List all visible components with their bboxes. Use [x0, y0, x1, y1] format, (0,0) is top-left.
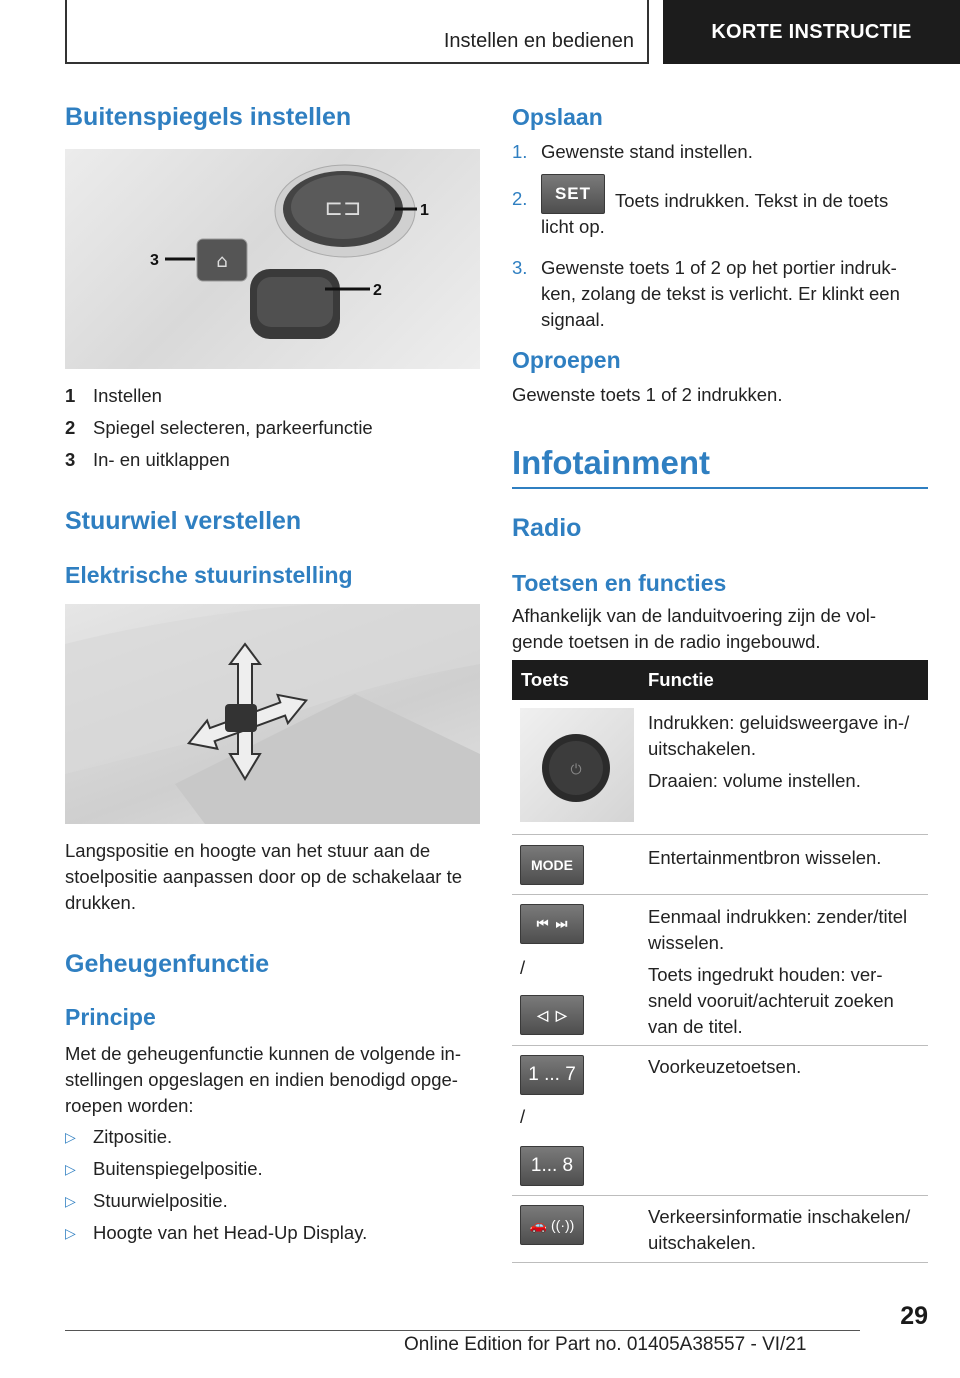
list-item	[65, 1153, 480, 1185]
list-item	[65, 1217, 480, 1249]
legend-text: Instellen	[93, 385, 162, 406]
table-row-divider	[512, 1045, 928, 1046]
memory-bullet-list	[65, 1121, 480, 1249]
text-line: van de titel.	[648, 1016, 743, 1037]
text-line: wisselen.	[648, 932, 725, 953]
text-line: Eenmaal indrukken: zender/titel	[648, 906, 908, 927]
text-line: Langspositie en hoogte van het stuur aan de	[65, 840, 431, 861]
table-row-divider	[512, 1262, 928, 1263]
svg-text:⌂: ⌂	[216, 251, 228, 272]
text-line: uitschakelen.	[648, 1232, 756, 1253]
list-item	[65, 1185, 480, 1217]
legend-num: 1	[65, 385, 76, 406]
mirror-control-illustration	[65, 149, 480, 369]
bullet-text: Hoogte van het Head-Up Display.	[93, 1222, 368, 1243]
text-line: sneld vooruit/achteruit zoeken	[648, 990, 894, 1011]
table-row-divider	[512, 894, 928, 895]
mode-button-icon: MODE	[520, 845, 584, 885]
wheel-heading: Stuurwiel verstellen	[65, 507, 302, 535]
text-line: Verkeersinformatie inschakelen/	[648, 1206, 911, 1227]
save-steps	[512, 139, 928, 333]
text-line: Met de geheugenfunctie kunnen de volgende in-	[65, 1043, 461, 1064]
legend-item	[65, 447, 480, 479]
keys-intro	[512, 603, 928, 655]
text-line: drukken.	[65, 892, 136, 913]
svg-text:⏻: ⏻	[570, 762, 582, 778]
bullet-text: Zitpositie.	[93, 1126, 173, 1147]
col-header-key: Toets	[521, 669, 569, 690]
memory-heading: Geheugenfunctie	[65, 950, 270, 978]
list-item	[65, 1121, 480, 1153]
step-text: Gewenste toets 1 of 2 op het portier indruk-	[541, 257, 897, 278]
text-line: gende toetsen in de radio ingebouwd.	[512, 631, 821, 652]
preset-7-buttons-icon: 1 ... 7	[520, 1055, 584, 1095]
step-item	[512, 174, 928, 252]
bullet-text: Buitenspiegelpositie.	[93, 1158, 263, 1179]
text-line: uitschakelen.	[648, 738, 756, 759]
callout-1: 1	[420, 202, 429, 219]
step-number: 1.	[512, 141, 528, 162]
text-line: stoelpositie aanpassen door op de schakelaar te	[65, 866, 462, 887]
key-separator: /	[520, 957, 526, 978]
row-function: Entertainmentbron wisselen.	[648, 847, 882, 868]
step-body	[541, 174, 888, 252]
triangle-bullet-icon: ▷	[65, 1192, 76, 1209]
row-function	[648, 1204, 930, 1256]
recall-heading: Oproepen	[512, 347, 621, 373]
callout-2: 2	[373, 282, 382, 299]
text-line: stellingen opgeslagen en indien benodigd opge-	[65, 1069, 458, 1090]
steering-adjust-figure	[65, 604, 480, 824]
seek-buttons-icon: ⏮ ⏭	[520, 904, 584, 944]
triangle-bullet-icon: ▷	[65, 1224, 76, 1241]
legend-item	[65, 415, 480, 447]
step-text: Toets indrukken. Tekst in de toets	[615, 190, 889, 211]
legend-item	[65, 383, 480, 415]
infotainment-heading: Infotainment	[512, 444, 710, 481]
legend-text: In- en uitklappen	[93, 449, 230, 470]
mirror-control-figure	[65, 149, 480, 369]
step-number: 2.	[512, 188, 528, 209]
legend-num: 2	[65, 417, 76, 438]
row-function	[648, 710, 930, 794]
volume-knob-icon	[520, 708, 634, 822]
footer-rule	[65, 1330, 860, 1331]
keys-heading: Toetsen en functies	[512, 570, 727, 596]
traffic-info-button-icon: 🚗 ((·))	[520, 1205, 584, 1245]
step-text: licht op.	[541, 216, 605, 237]
set-button-icon: SET	[541, 174, 605, 214]
header-tab[interactable]: KORTE INSTRUCTIE	[663, 0, 960, 64]
header-section-title: Instellen en bedienen	[443, 30, 634, 52]
text-line: Draaien: volume instellen.	[648, 770, 861, 791]
step-text: signaal.	[541, 309, 605, 330]
callout-3: 3	[150, 252, 159, 269]
preset-8-buttons-icon: 1... 8	[520, 1146, 584, 1186]
table-row-divider	[512, 834, 928, 835]
text-line: Indrukken: geluidsweergave in-/	[648, 712, 910, 733]
wheel-subheading: Elektrische stuurinstelling	[65, 562, 353, 588]
recall-text: Gewenste toets 1 of 2 indrukken.	[512, 384, 783, 405]
footer-edition: Online Edition for Part no. 01405A38557 - VI/21	[404, 1334, 807, 1355]
row-function: Voorkeuzetoetsen.	[648, 1056, 802, 1077]
step-item	[512, 255, 928, 333]
principle-text	[65, 1041, 480, 1119]
radio-heading: Radio	[512, 514, 582, 542]
principle-heading: Principe	[65, 1004, 156, 1030]
legend-text: Spiegel selecteren, parkeerfunctie	[93, 417, 373, 438]
col-header-function: Functie	[648, 669, 714, 690]
triangle-bullet-icon: ▷	[65, 1160, 76, 1177]
text-line: Toets ingedrukt houden: ver-	[648, 964, 883, 985]
legend-num: 3	[65, 449, 76, 470]
step-text: Gewenste stand instellen.	[541, 141, 753, 162]
text-line: roepen worden:	[65, 1095, 194, 1116]
table-header	[512, 660, 928, 700]
mirror-legend	[65, 383, 480, 479]
key-separator: /	[520, 1106, 526, 1127]
mirrors-heading: Buitenspiegels instellen	[65, 103, 352, 131]
volume-knob-image	[520, 708, 634, 822]
step-number: 3.	[512, 257, 528, 278]
bullet-text: Stuurwielpositie.	[93, 1190, 228, 1211]
step-item	[512, 139, 928, 179]
wheel-description	[65, 838, 480, 916]
triangle-bullet-icon: ▷	[65, 1128, 76, 1145]
page-number: 29	[900, 1302, 928, 1330]
table-row-divider	[512, 1195, 928, 1196]
svg-text:⊏⊐: ⊏⊐	[324, 196, 362, 221]
steering-adjust-illustration	[65, 604, 480, 824]
save-heading: Opslaan	[512, 104, 603, 130]
heading-underline	[512, 487, 928, 489]
arrow-buttons-icon: ◁ ▷	[520, 995, 584, 1035]
step-text: ken, zolang de tekst is verlicht. Er klinkt een	[541, 283, 900, 304]
text-line: Afhankelijk van de landuitvoering zijn de vol-	[512, 605, 877, 626]
row-function	[648, 904, 930, 1040]
